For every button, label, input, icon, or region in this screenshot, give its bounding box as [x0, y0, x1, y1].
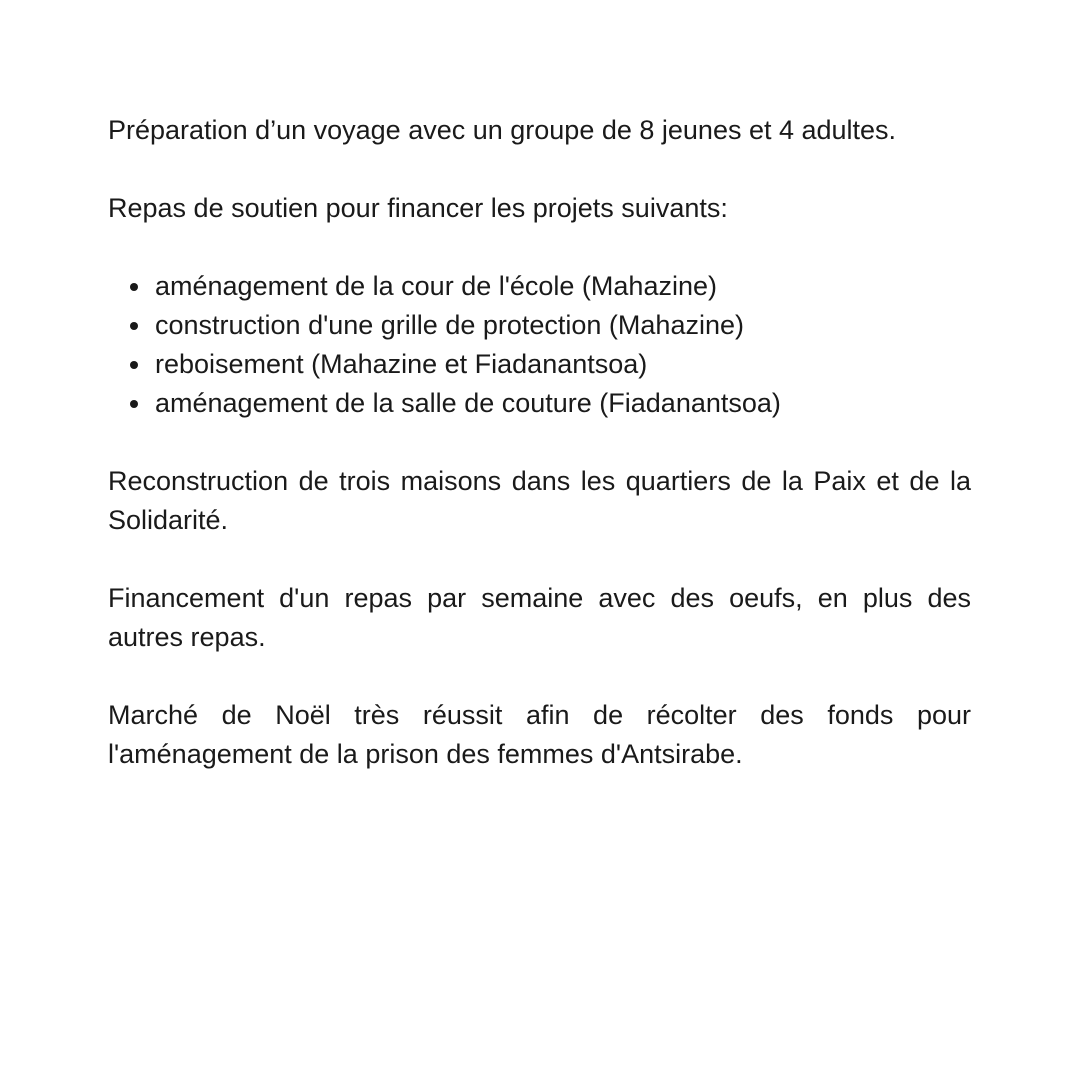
- list-item: aménagement de la cour de l'école (Mahazine): [155, 267, 971, 306]
- paragraph-repas-soutien: Repas de soutien pour financer les projets suivants:: [108, 193, 728, 223]
- paragraph-financement: Financement d'un repas par semaine avec des oeufs, en plus des autres repas.: [108, 583, 971, 652]
- paragraph-marche-noel: Marché de Noël très réussit afin de récolter des fonds pour l'aménagement de la prison des femmes d'Antsirabe.: [108, 700, 971, 769]
- list-item: construction d'une grille de protection (Mahazine): [155, 306, 971, 345]
- list-item: reboisement (Mahazine et Fiadanantsoa): [155, 345, 971, 384]
- paragraph-reconstruction: Reconstruction de trois maisons dans les quartiers de la Paix et de la Solidarité.: [108, 466, 971, 535]
- projects-list: [108, 267, 971, 423]
- document-body: [108, 111, 971, 813]
- paragraph-voyage: Préparation d’un voyage avec un groupe de 8 jeunes et 4 adultes.: [108, 115, 897, 145]
- list-item: aménagement de la salle de couture (Fiadanantsoa): [155, 384, 971, 423]
